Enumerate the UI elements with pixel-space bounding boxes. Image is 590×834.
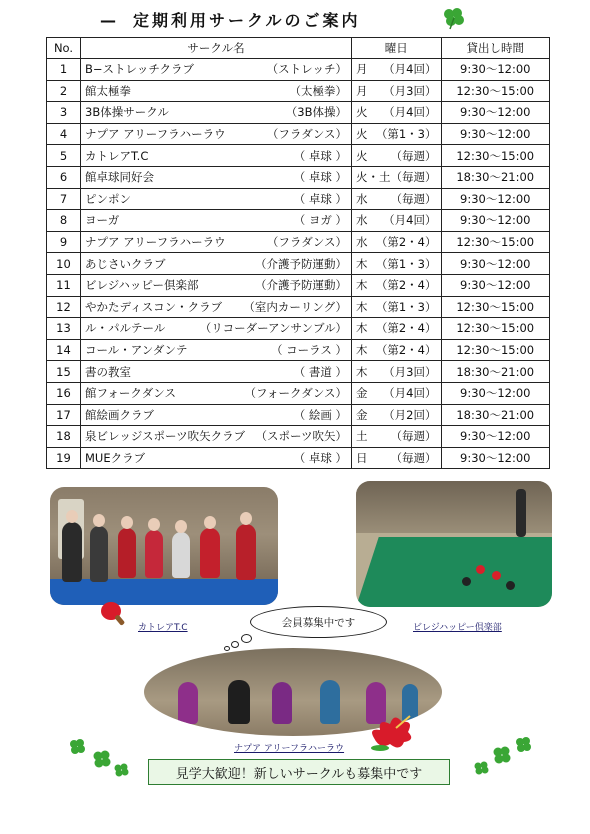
header-day: 曜日: [352, 38, 442, 59]
header-time: 貸出し時間: [441, 38, 550, 59]
weekday: 木: [356, 299, 368, 314]
rental-time: 9:30〜12:00: [441, 253, 550, 275]
weekday: 木: [356, 364, 368, 379]
day-cell: [352, 426, 442, 448]
circle-category: （3B体操）: [285, 105, 347, 120]
row-number: 5: [47, 145, 81, 167]
circle-category: （ 書道 ）: [293, 364, 347, 379]
circle-name: ナプア アリーフラハーラウ: [85, 235, 226, 250]
frequency: （毎週）: [390, 450, 437, 465]
circle-cell: [81, 339, 352, 361]
circle-cell: [81, 274, 352, 296]
table-row: [47, 447, 550, 469]
day-cell: [352, 318, 442, 340]
row-number: 15: [47, 361, 81, 383]
weekday: 火: [356, 105, 368, 120]
row-number: 7: [47, 188, 81, 210]
rental-time: 9:30〜12:00: [441, 123, 550, 145]
rental-time: 12:30〜15:00: [441, 296, 550, 318]
day-cell: [352, 145, 442, 167]
circle-cell: [81, 80, 352, 102]
weekday: 金: [356, 386, 368, 401]
circle-cell: [81, 318, 352, 340]
circle-category: （ストレッチ）: [266, 62, 347, 77]
rental-time: 12:30〜15:00: [441, 231, 550, 253]
circle-cell: [81, 231, 352, 253]
weekday: 木: [356, 278, 368, 293]
title-dash: —: [100, 11, 119, 30]
table-header-row: [47, 38, 550, 59]
circle-category: （リコーダーアンサンブル）: [199, 321, 347, 336]
circle-category: （スポーツ吹矢）: [255, 429, 347, 444]
day-cell: [352, 188, 442, 210]
circle-category: （ 卓球 ）: [293, 148, 347, 163]
circle-category: （太極拳）: [289, 83, 347, 98]
weekday: 水: [356, 191, 368, 206]
day-cell: [352, 447, 442, 469]
frequency: （毎週）: [390, 191, 437, 206]
table-row: [47, 166, 550, 188]
rental-time: 12:30〜15:00: [441, 339, 550, 361]
circle-name: 3B体操サークル: [85, 105, 169, 120]
circle-cell: [81, 361, 352, 383]
circle-name: MUEクラブ: [85, 450, 146, 465]
table-tennis-caption: カトレアT.C: [138, 623, 188, 633]
circle-cell: [81, 253, 352, 275]
weekday: 水: [356, 213, 368, 228]
circle-cell: [81, 447, 352, 469]
day-cell: [352, 80, 442, 102]
table-row: [47, 382, 550, 404]
row-number: 13: [47, 318, 81, 340]
day-cell: [352, 166, 442, 188]
rental-time: 12:30〜15:00: [441, 80, 550, 102]
circle-name: 泉ビレッジスポーツ吹矢クラブ: [85, 429, 246, 444]
table-row: [47, 80, 550, 102]
circle-cell: [81, 145, 352, 167]
curling-photo: [356, 481, 552, 607]
circle-category: （ 絵画 ）: [293, 407, 347, 422]
day-cell: [352, 296, 442, 318]
circle-category: （フラダンス）: [266, 235, 347, 250]
rental-time: 12:30〜15:00: [441, 318, 550, 340]
clover-cluster-left-icon: [64, 734, 134, 778]
circle-name: ビレジハッピー倶楽部: [85, 278, 199, 293]
circle-name: カトレアT.C: [85, 148, 149, 163]
weekday: 月: [356, 83, 368, 98]
row-number: 14: [47, 339, 81, 361]
weekday: 月: [356, 62, 368, 77]
table-row: [47, 188, 550, 210]
day-cell: [352, 231, 442, 253]
frequency: （月3回）: [383, 83, 437, 98]
circle-name: ヨーガ: [85, 213, 120, 228]
row-number: 6: [47, 166, 81, 188]
circle-schedule-table: [46, 37, 550, 469]
row-number: 16: [47, 382, 81, 404]
circle-category: （ ヨガ ）: [293, 213, 347, 228]
row-number: 4: [47, 123, 81, 145]
weekday: 日: [356, 450, 368, 465]
circle-cell: [81, 404, 352, 426]
row-number: 11: [47, 274, 81, 296]
rental-time: 9:30〜12:00: [441, 102, 550, 124]
weekday: 水: [356, 235, 368, 250]
frequency: （第1・3）: [375, 299, 437, 314]
rental-time: 18:30〜21:00: [441, 166, 550, 188]
row-number: 2: [47, 80, 81, 102]
circle-cell: [81, 188, 352, 210]
circle-cell: [81, 102, 352, 124]
hibiscus-icon: [368, 708, 416, 752]
frequency: （月4回）: [383, 105, 437, 120]
circle-category: （介護予防運動）: [255, 256, 347, 271]
day-cell: [352, 210, 442, 232]
table-row: [47, 426, 550, 448]
table-row: [47, 123, 550, 145]
circle-cell: [81, 426, 352, 448]
rental-time: 12:30〜15:00: [441, 145, 550, 167]
circle-cell: [81, 166, 352, 188]
frequency: （第2・4）: [375, 343, 437, 358]
table-row: [47, 339, 550, 361]
table-row: [47, 318, 550, 340]
circle-category: （フラダンス）: [266, 127, 347, 142]
table-row: [47, 231, 550, 253]
weekday: 木: [356, 256, 368, 271]
circle-category: （介護予防運動）: [255, 278, 347, 293]
day-cell: [352, 404, 442, 426]
frequency: （月2回）: [383, 407, 437, 422]
row-number: 19: [47, 447, 81, 469]
table-row: [47, 210, 550, 232]
rental-time: 9:30〜12:00: [441, 382, 550, 404]
frequency: （第2・4）: [375, 321, 437, 336]
ping-pong-paddle-icon: [100, 600, 130, 628]
circle-name: 書の教室: [85, 364, 131, 379]
rental-time: 9:30〜12:00: [441, 274, 550, 296]
table-row: [47, 361, 550, 383]
circle-cell: [81, 382, 352, 404]
frequency: （毎週）: [390, 170, 437, 185]
hula-caption: ナプア アリーフラハーラウ: [234, 744, 345, 754]
rental-time: 18:30〜21:00: [441, 361, 550, 383]
circle-name: ピンポン: [85, 191, 131, 206]
circle-category: （ 卓球 ）: [293, 450, 347, 465]
circle-category: （室内カーリング）: [243, 299, 347, 314]
rental-time: 9:30〜12:00: [441, 426, 550, 448]
table-row: [47, 274, 550, 296]
table-row: [47, 404, 550, 426]
day-cell: [352, 274, 442, 296]
welcome-banner: 見学大歓迎！新しいサークルも募集中です: [148, 759, 450, 785]
circle-name: コール・アンダンテ: [85, 343, 188, 358]
header-no: No.: [47, 38, 81, 59]
weekday: 木: [356, 321, 368, 336]
row-number: 1: [47, 59, 81, 81]
circle-name: ル・パルテール: [85, 321, 166, 336]
page-title: [100, 8, 460, 34]
frequency: （毎週）: [390, 148, 437, 163]
frequency: （第1・3）: [375, 256, 437, 271]
row-number: 12: [47, 296, 81, 318]
weekday: 金: [356, 407, 368, 422]
frequency: （月3回）: [383, 364, 437, 379]
day-cell: [352, 102, 442, 124]
frequency: （月4回）: [383, 62, 437, 77]
row-number: 17: [47, 404, 81, 426]
weekday: 木: [356, 343, 368, 358]
circle-name: 館フォークダンス: [85, 386, 176, 401]
weekday: 火: [356, 127, 368, 142]
frequency: （第1・3）: [375, 127, 437, 142]
table-row: [47, 145, 550, 167]
weekday: 火: [356, 148, 368, 163]
table-row: [47, 296, 550, 318]
frequency: （第2・4）: [375, 278, 437, 293]
frequency: （第2・4）: [375, 235, 437, 250]
curling-caption: ビレジハッピー倶楽部: [413, 623, 502, 633]
circle-category: （ 卓球 ）: [293, 170, 347, 185]
rental-time: 9:30〜12:00: [441, 188, 550, 210]
weekday: 火・土: [356, 170, 391, 185]
page-title-text: 定期利用サークルのご案内: [133, 11, 361, 30]
circle-name: あじさいクラブ: [85, 256, 166, 271]
row-number: 18: [47, 426, 81, 448]
circle-name: ナプア アリーフラハーラウ: [85, 127, 226, 142]
clover-cluster-right-icon: [468, 734, 538, 778]
table-row: [47, 59, 550, 81]
recruiting-bubble: 会員募集中です: [250, 606, 387, 638]
day-cell: [352, 339, 442, 361]
rental-time: 9:30〜12:00: [441, 210, 550, 232]
circle-cell: [81, 123, 352, 145]
rental-time: 9:30〜12:00: [441, 59, 550, 81]
circle-cell: [81, 59, 352, 81]
rental-time: 18:30〜21:00: [441, 404, 550, 426]
frequency: （月4回）: [383, 386, 437, 401]
day-cell: [352, 382, 442, 404]
circle-cell: [81, 210, 352, 232]
circle-cell: [81, 296, 352, 318]
circle-name: 館絵画クラブ: [85, 407, 154, 422]
circle-category: （ 卓球 ）: [293, 191, 347, 206]
circle-name: 館卓球同好会: [85, 170, 154, 185]
day-cell: [352, 253, 442, 275]
day-cell: [352, 123, 442, 145]
table-row: [47, 102, 550, 124]
table-row: [47, 253, 550, 275]
circle-category: （フォークダンス）: [244, 386, 347, 401]
day-cell: [352, 59, 442, 81]
row-number: 8: [47, 210, 81, 232]
rental-time: 9:30〜12:00: [441, 447, 550, 469]
frequency: （毎週）: [390, 429, 437, 444]
circle-name: 館太極拳: [85, 83, 131, 98]
row-number: 3: [47, 102, 81, 124]
circle-name: B−ストレッチクラブ: [85, 62, 194, 77]
frequency: （月4回）: [383, 213, 437, 228]
row-number: 10: [47, 253, 81, 275]
weekday: 土: [356, 429, 368, 444]
circle-name: やかたディスコン・クラブ: [85, 299, 223, 314]
header-circle: サークル名: [81, 38, 352, 59]
clover-icon: [440, 6, 470, 30]
day-cell: [352, 361, 442, 383]
row-number: 9: [47, 231, 81, 253]
circle-category: （ コーラス ）: [271, 343, 347, 358]
